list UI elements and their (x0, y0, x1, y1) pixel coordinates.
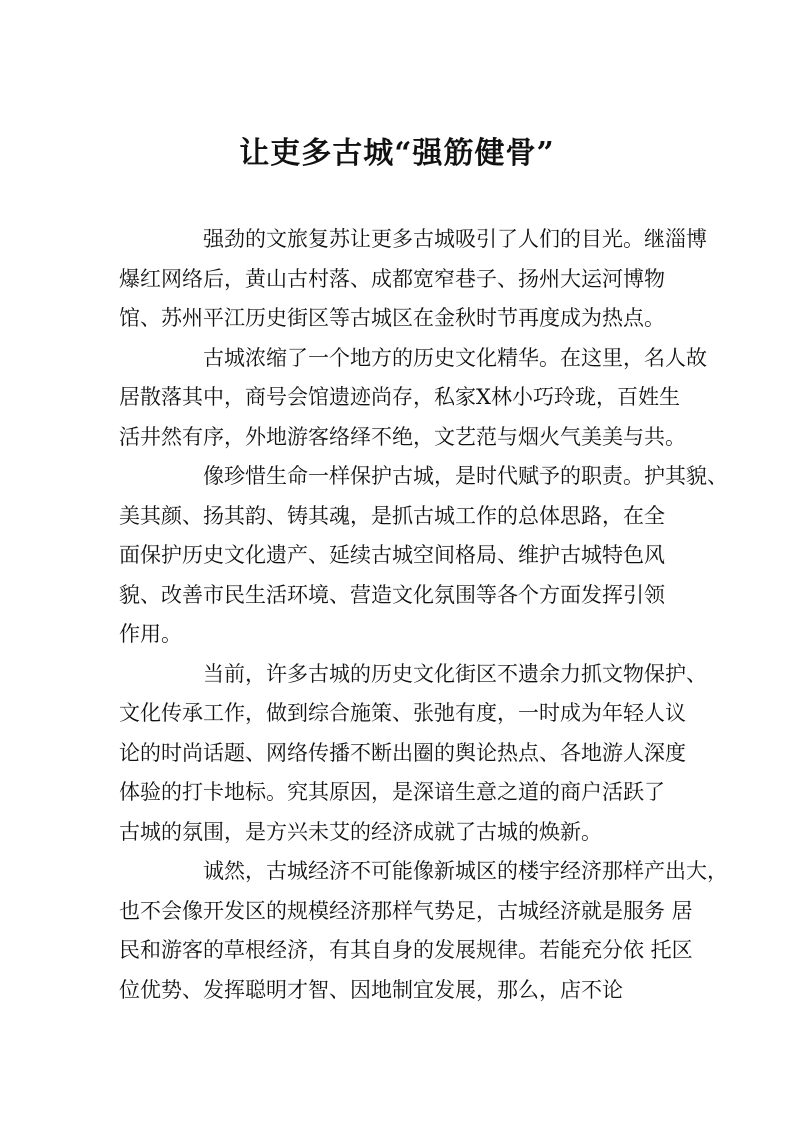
paragraph-line: 诚然，古城经济不可能像新城区的楼宇经济那样产出大， (203, 859, 728, 883)
document-body (119, 220, 728, 1010)
paragraph-3 (119, 457, 728, 655)
paragraph-line: 论的时尚话题、网络传播不断出圈的舆论热点、各地游人深度 (119, 740, 686, 765)
paragraph-line: 居散落其中，商号会馆遗迹尚存，私家X林小巧玲珑，百姓生 (119, 385, 680, 409)
paragraph-line: 文化传承工作，做到综合施策、张弛有度，一时成为年轻人议 (119, 701, 686, 725)
paragraph-line: 美其颜、扬其韵、铸其魂，是抓古城工作的总体思路，在全 (119, 503, 665, 528)
paragraph-line: 面保护历史文化遗产、延续古城空间格局、维护古城特色风 (119, 543, 665, 567)
paragraph-2 (119, 339, 707, 458)
paragraph-line: 体验的打卡地标。究其原因，是深谙生意之道的商户活跃了 (119, 780, 665, 804)
paragraph-line: 位优势、发挥聪明才智、因地制宜发展，那么，店不论 (119, 977, 623, 1002)
paragraph-1 (119, 220, 707, 339)
paragraph-line: 馆、苏州平江历史街区等古城区在金秋时节再度成为热点。 (119, 306, 665, 330)
paragraph-4 (119, 655, 707, 853)
paragraph-line: 民和游客的草根经济，有其自身的发展规律。若能充分依 托区 (119, 938, 693, 962)
paragraph-line: 也不会像开发区的规模经济那样气势足，古城经济就是服务 居 (119, 898, 693, 923)
paragraph-line: 爆红网络后，黄山古村落、成都宽窄巷子、扬州大运河博物 (119, 266, 665, 291)
paragraph-line: 像珍惜生命一样保护古城，是时代赋予的职责。护其貌、 (203, 464, 728, 488)
paragraph-5 (119, 852, 728, 1010)
paragraph-line: 古城浓缩了一个地方的历史文化精华。在这里，名人故 (203, 345, 707, 370)
document-title: 让吏多古城“强筋健骨” (239, 136, 555, 171)
paragraph-line: 活井然有序，外地游客络绎不绝，文艺范与烟火气美美与共。 (119, 424, 686, 449)
paragraph-line: 古城的氛围，是方兴未艾的经济成就了古城的焕新。 (119, 819, 602, 844)
paragraph-line: 强劲的文旅复苏让更多古城吸引了人们的目光。继淄博 (203, 227, 707, 251)
paragraph-line: 当前，许多古城的历史文化街区不遗余力抓文物保护、 (203, 661, 707, 686)
paragraph-line: 作用。 (119, 622, 182, 646)
paragraph-line: 貌、改善市民生活环境、营造文化氛围等各个方面发挥引领 (119, 582, 665, 607)
